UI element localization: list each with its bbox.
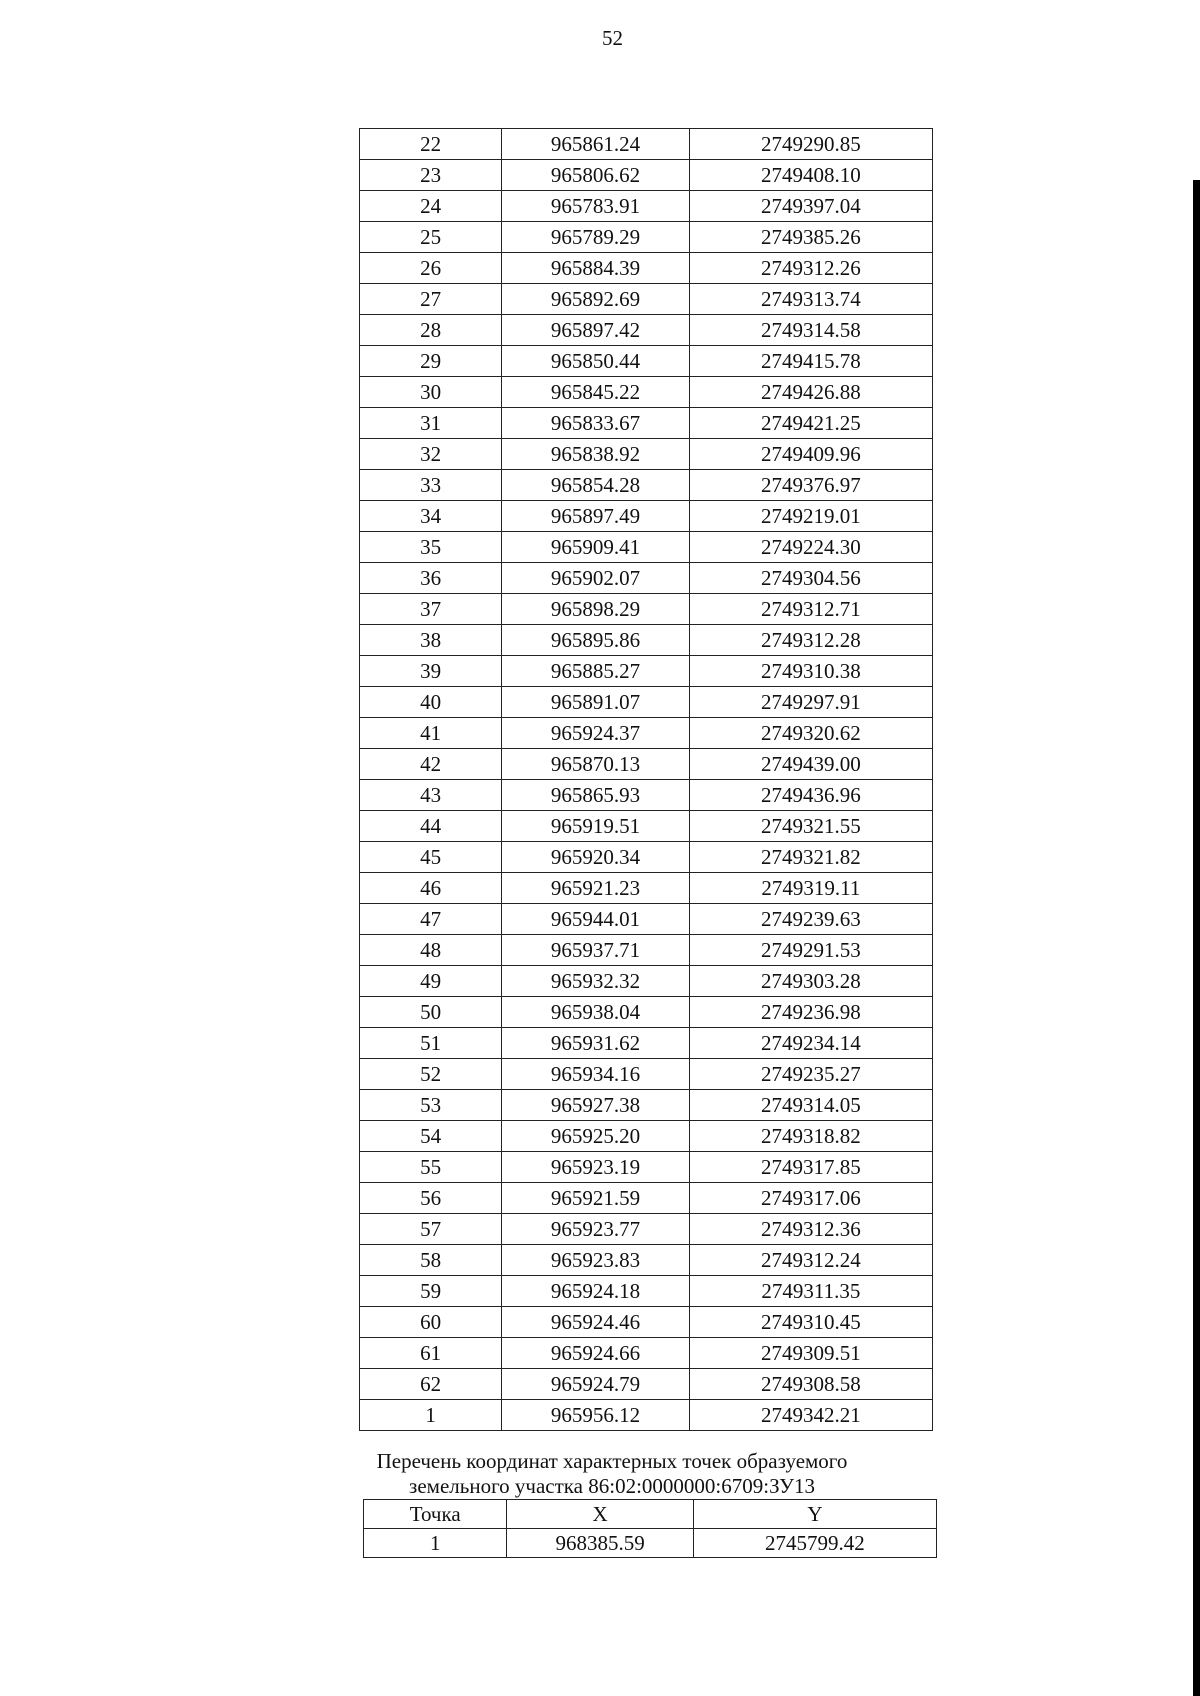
cell-x: 965937.71 [502, 935, 689, 966]
table-row [360, 1183, 933, 1214]
cell-x: 965934.16 [502, 1059, 689, 1090]
cell-x: 965921.59 [502, 1183, 689, 1214]
cell-point: 45 [360, 842, 502, 873]
table-row [360, 1028, 933, 1059]
cell-x: 965924.18 [502, 1276, 689, 1307]
cell-point: 53 [360, 1090, 502, 1121]
table-row [360, 842, 933, 873]
cell-x: 965898.29 [502, 594, 689, 625]
table-row [360, 656, 933, 687]
cell-x: 965924.37 [502, 718, 689, 749]
table-row [360, 718, 933, 749]
cell-x: 965921.23 [502, 873, 689, 904]
cell-y: 2749291.53 [689, 935, 932, 966]
cell-x: 965944.01 [502, 904, 689, 935]
table-row [360, 532, 933, 563]
table-row [360, 377, 933, 408]
cell-point: 23 [360, 160, 502, 191]
cell-y: 2749309.51 [689, 1338, 932, 1369]
table-row [360, 439, 933, 470]
cell-x: 965920.34 [502, 842, 689, 873]
cell-point: 37 [360, 594, 502, 625]
cell-x: 965956.12 [502, 1400, 689, 1431]
table-row [360, 563, 933, 594]
cell-point: 26 [360, 253, 502, 284]
table-row [360, 1121, 933, 1152]
cell-point: 51 [360, 1028, 502, 1059]
cell-x: 965925.20 [502, 1121, 689, 1152]
cell-point: 46 [360, 873, 502, 904]
table-row [360, 873, 933, 904]
header-cell-y: Y [693, 1500, 936, 1529]
cell-point: 44 [360, 811, 502, 842]
cell-x: 965892.69 [502, 284, 689, 315]
table-row [360, 160, 933, 191]
cell-y: 2749314.05 [689, 1090, 932, 1121]
header-cell-x: X [507, 1500, 693, 1529]
section-caption-line-1: Перечень координат характерных точек образуемого [376, 1449, 848, 1473]
cell-y: 2749235.27 [689, 1059, 932, 1090]
cell-point: 1 [364, 1529, 507, 1558]
cell-x: 965845.22 [502, 377, 689, 408]
cell-point: 38 [360, 625, 502, 656]
coordinates-table [359, 128, 933, 1431]
cell-x: 965923.83 [502, 1245, 689, 1276]
cell-x: 965931.62 [502, 1028, 689, 1059]
table-row [364, 1529, 937, 1558]
cell-point: 61 [360, 1338, 502, 1369]
cell-point: 31 [360, 408, 502, 439]
cell-point: 60 [360, 1307, 502, 1338]
cell-y: 2749317.06 [689, 1183, 932, 1214]
cell-x: 965924.66 [502, 1338, 689, 1369]
table-row [360, 1400, 933, 1431]
cell-y: 2749304.56 [689, 563, 932, 594]
cell-point: 35 [360, 532, 502, 563]
cell-point: 1 [360, 1400, 502, 1431]
table-row [360, 1245, 933, 1276]
cell-x: 965885.27 [502, 656, 689, 687]
cell-point: 22 [360, 129, 502, 160]
cell-point: 58 [360, 1245, 502, 1276]
cell-x: 965789.29 [502, 222, 689, 253]
cell-y: 2749408.10 [689, 160, 932, 191]
cell-y: 2749308.58 [689, 1369, 932, 1400]
cell-point: 40 [360, 687, 502, 718]
table-row [360, 1059, 933, 1090]
cell-y: 2749321.82 [689, 842, 932, 873]
cell-y: 2749436.96 [689, 780, 932, 811]
cell-point: 29 [360, 346, 502, 377]
table-row [360, 470, 933, 501]
table-row [360, 1307, 933, 1338]
cell-x: 965924.46 [502, 1307, 689, 1338]
cell-y: 2749342.21 [689, 1400, 932, 1431]
table-row [360, 346, 933, 377]
cell-x: 968385.59 [507, 1529, 693, 1558]
scan-edge-shadow [1193, 180, 1200, 1696]
section-table-body [364, 1529, 937, 1558]
cell-y: 2749234.14 [689, 1028, 932, 1059]
cell-y: 2749219.01 [689, 501, 932, 532]
cell-point: 33 [360, 470, 502, 501]
cell-point: 24 [360, 191, 502, 222]
cell-point: 30 [360, 377, 502, 408]
cell-y: 2749409.96 [689, 439, 932, 470]
cell-y: 2749312.71 [689, 594, 932, 625]
cell-point: 57 [360, 1214, 502, 1245]
table-row [360, 253, 933, 284]
cell-x: 965927.38 [502, 1090, 689, 1121]
cell-y: 2749297.91 [689, 687, 932, 718]
cell-point: 62 [360, 1369, 502, 1400]
table-row [360, 191, 933, 222]
table-row [360, 625, 933, 656]
cell-y: 2749303.28 [689, 966, 932, 997]
table-row [360, 904, 933, 935]
table-row [360, 1090, 933, 1121]
cell-point: 27 [360, 284, 502, 315]
cell-y: 2749310.38 [689, 656, 932, 687]
cell-point: 41 [360, 718, 502, 749]
cell-x: 965909.41 [502, 532, 689, 563]
cell-x: 965783.91 [502, 191, 689, 222]
table-row [360, 1276, 933, 1307]
cell-x: 965833.67 [502, 408, 689, 439]
cell-y: 2749421.25 [689, 408, 932, 439]
section-caption-line-2: земельного участка 86:02:0000000:6709:ЗУ13 [409, 1474, 815, 1498]
cell-y: 2749317.85 [689, 1152, 932, 1183]
cell-x: 965923.19 [502, 1152, 689, 1183]
cell-x: 965806.62 [502, 160, 689, 191]
cell-y: 2745799.42 [693, 1529, 936, 1558]
cell-point: 50 [360, 997, 502, 1028]
cell-y: 2749319.11 [689, 873, 932, 904]
cell-y: 2749311.35 [689, 1276, 932, 1307]
page-number: 52 [602, 26, 623, 50]
cell-y: 2749310.45 [689, 1307, 932, 1338]
table-row [360, 1369, 933, 1400]
cell-y: 2749224.30 [689, 532, 932, 563]
cell-y: 2749312.26 [689, 253, 932, 284]
cell-point: 42 [360, 749, 502, 780]
cell-x: 965932.32 [502, 966, 689, 997]
table-row [360, 129, 933, 160]
table-row [360, 935, 933, 966]
cell-x: 965902.07 [502, 563, 689, 594]
cell-x: 965897.49 [502, 501, 689, 532]
cell-y: 2749397.04 [689, 191, 932, 222]
cell-point: 34 [360, 501, 502, 532]
table-row [360, 222, 933, 253]
table-row [360, 284, 933, 315]
table-row [360, 315, 933, 346]
cell-y: 2749439.00 [689, 749, 932, 780]
cell-y: 2749376.97 [689, 470, 932, 501]
cell-y: 2749385.26 [689, 222, 932, 253]
cell-y: 2749321.55 [689, 811, 932, 842]
table-row [360, 408, 933, 439]
cell-y: 2749426.88 [689, 377, 932, 408]
cell-x: 965923.77 [502, 1214, 689, 1245]
table-row [360, 966, 933, 997]
cell-point: 39 [360, 656, 502, 687]
cell-point: 25 [360, 222, 502, 253]
table-row [360, 811, 933, 842]
cell-x: 965895.86 [502, 625, 689, 656]
cell-x: 965884.39 [502, 253, 689, 284]
cell-y: 2749290.85 [689, 129, 932, 160]
cell-x: 965838.92 [502, 439, 689, 470]
header-row [364, 1500, 937, 1529]
cell-point: 32 [360, 439, 502, 470]
cell-point: 43 [360, 780, 502, 811]
cell-x: 965924.79 [502, 1369, 689, 1400]
table-row [360, 501, 933, 532]
cell-point: 59 [360, 1276, 502, 1307]
cell-x: 965919.51 [502, 811, 689, 842]
cell-y: 2749239.63 [689, 904, 932, 935]
cell-y: 2749318.82 [689, 1121, 932, 1152]
table-row [360, 997, 933, 1028]
cell-x: 965850.44 [502, 346, 689, 377]
cell-y: 2749312.28 [689, 625, 932, 656]
table-row [360, 687, 933, 718]
cell-y: 2749314.58 [689, 315, 932, 346]
cell-x: 965870.13 [502, 749, 689, 780]
cell-point: 47 [360, 904, 502, 935]
table-row [360, 780, 933, 811]
cell-point: 49 [360, 966, 502, 997]
cell-x: 965861.24 [502, 129, 689, 160]
table-row [360, 1152, 933, 1183]
table-row [360, 1214, 933, 1245]
header-cell-point: Точка [364, 1500, 507, 1529]
cell-y: 2749415.78 [689, 346, 932, 377]
cell-point: 56 [360, 1183, 502, 1214]
cell-point: 54 [360, 1121, 502, 1152]
table-row [360, 594, 933, 625]
coordinates-table-body [360, 129, 933, 1431]
cell-y: 2749313.74 [689, 284, 932, 315]
cell-x: 965897.42 [502, 315, 689, 346]
cell-point: 36 [360, 563, 502, 594]
cell-x: 965854.28 [502, 470, 689, 501]
cell-x: 965938.04 [502, 997, 689, 1028]
cell-point: 48 [360, 935, 502, 966]
table-row [360, 749, 933, 780]
cell-x: 965865.93 [502, 780, 689, 811]
cell-point: 52 [360, 1059, 502, 1090]
cell-x: 965891.07 [502, 687, 689, 718]
cell-point: 55 [360, 1152, 502, 1183]
cell-y: 2749320.62 [689, 718, 932, 749]
cell-point: 28 [360, 315, 502, 346]
table-row [360, 1338, 933, 1369]
cell-y: 2749312.24 [689, 1245, 932, 1276]
cell-y: 2749312.36 [689, 1214, 932, 1245]
section-coordinates-table [363, 1499, 937, 1558]
cell-y: 2749236.98 [689, 997, 932, 1028]
